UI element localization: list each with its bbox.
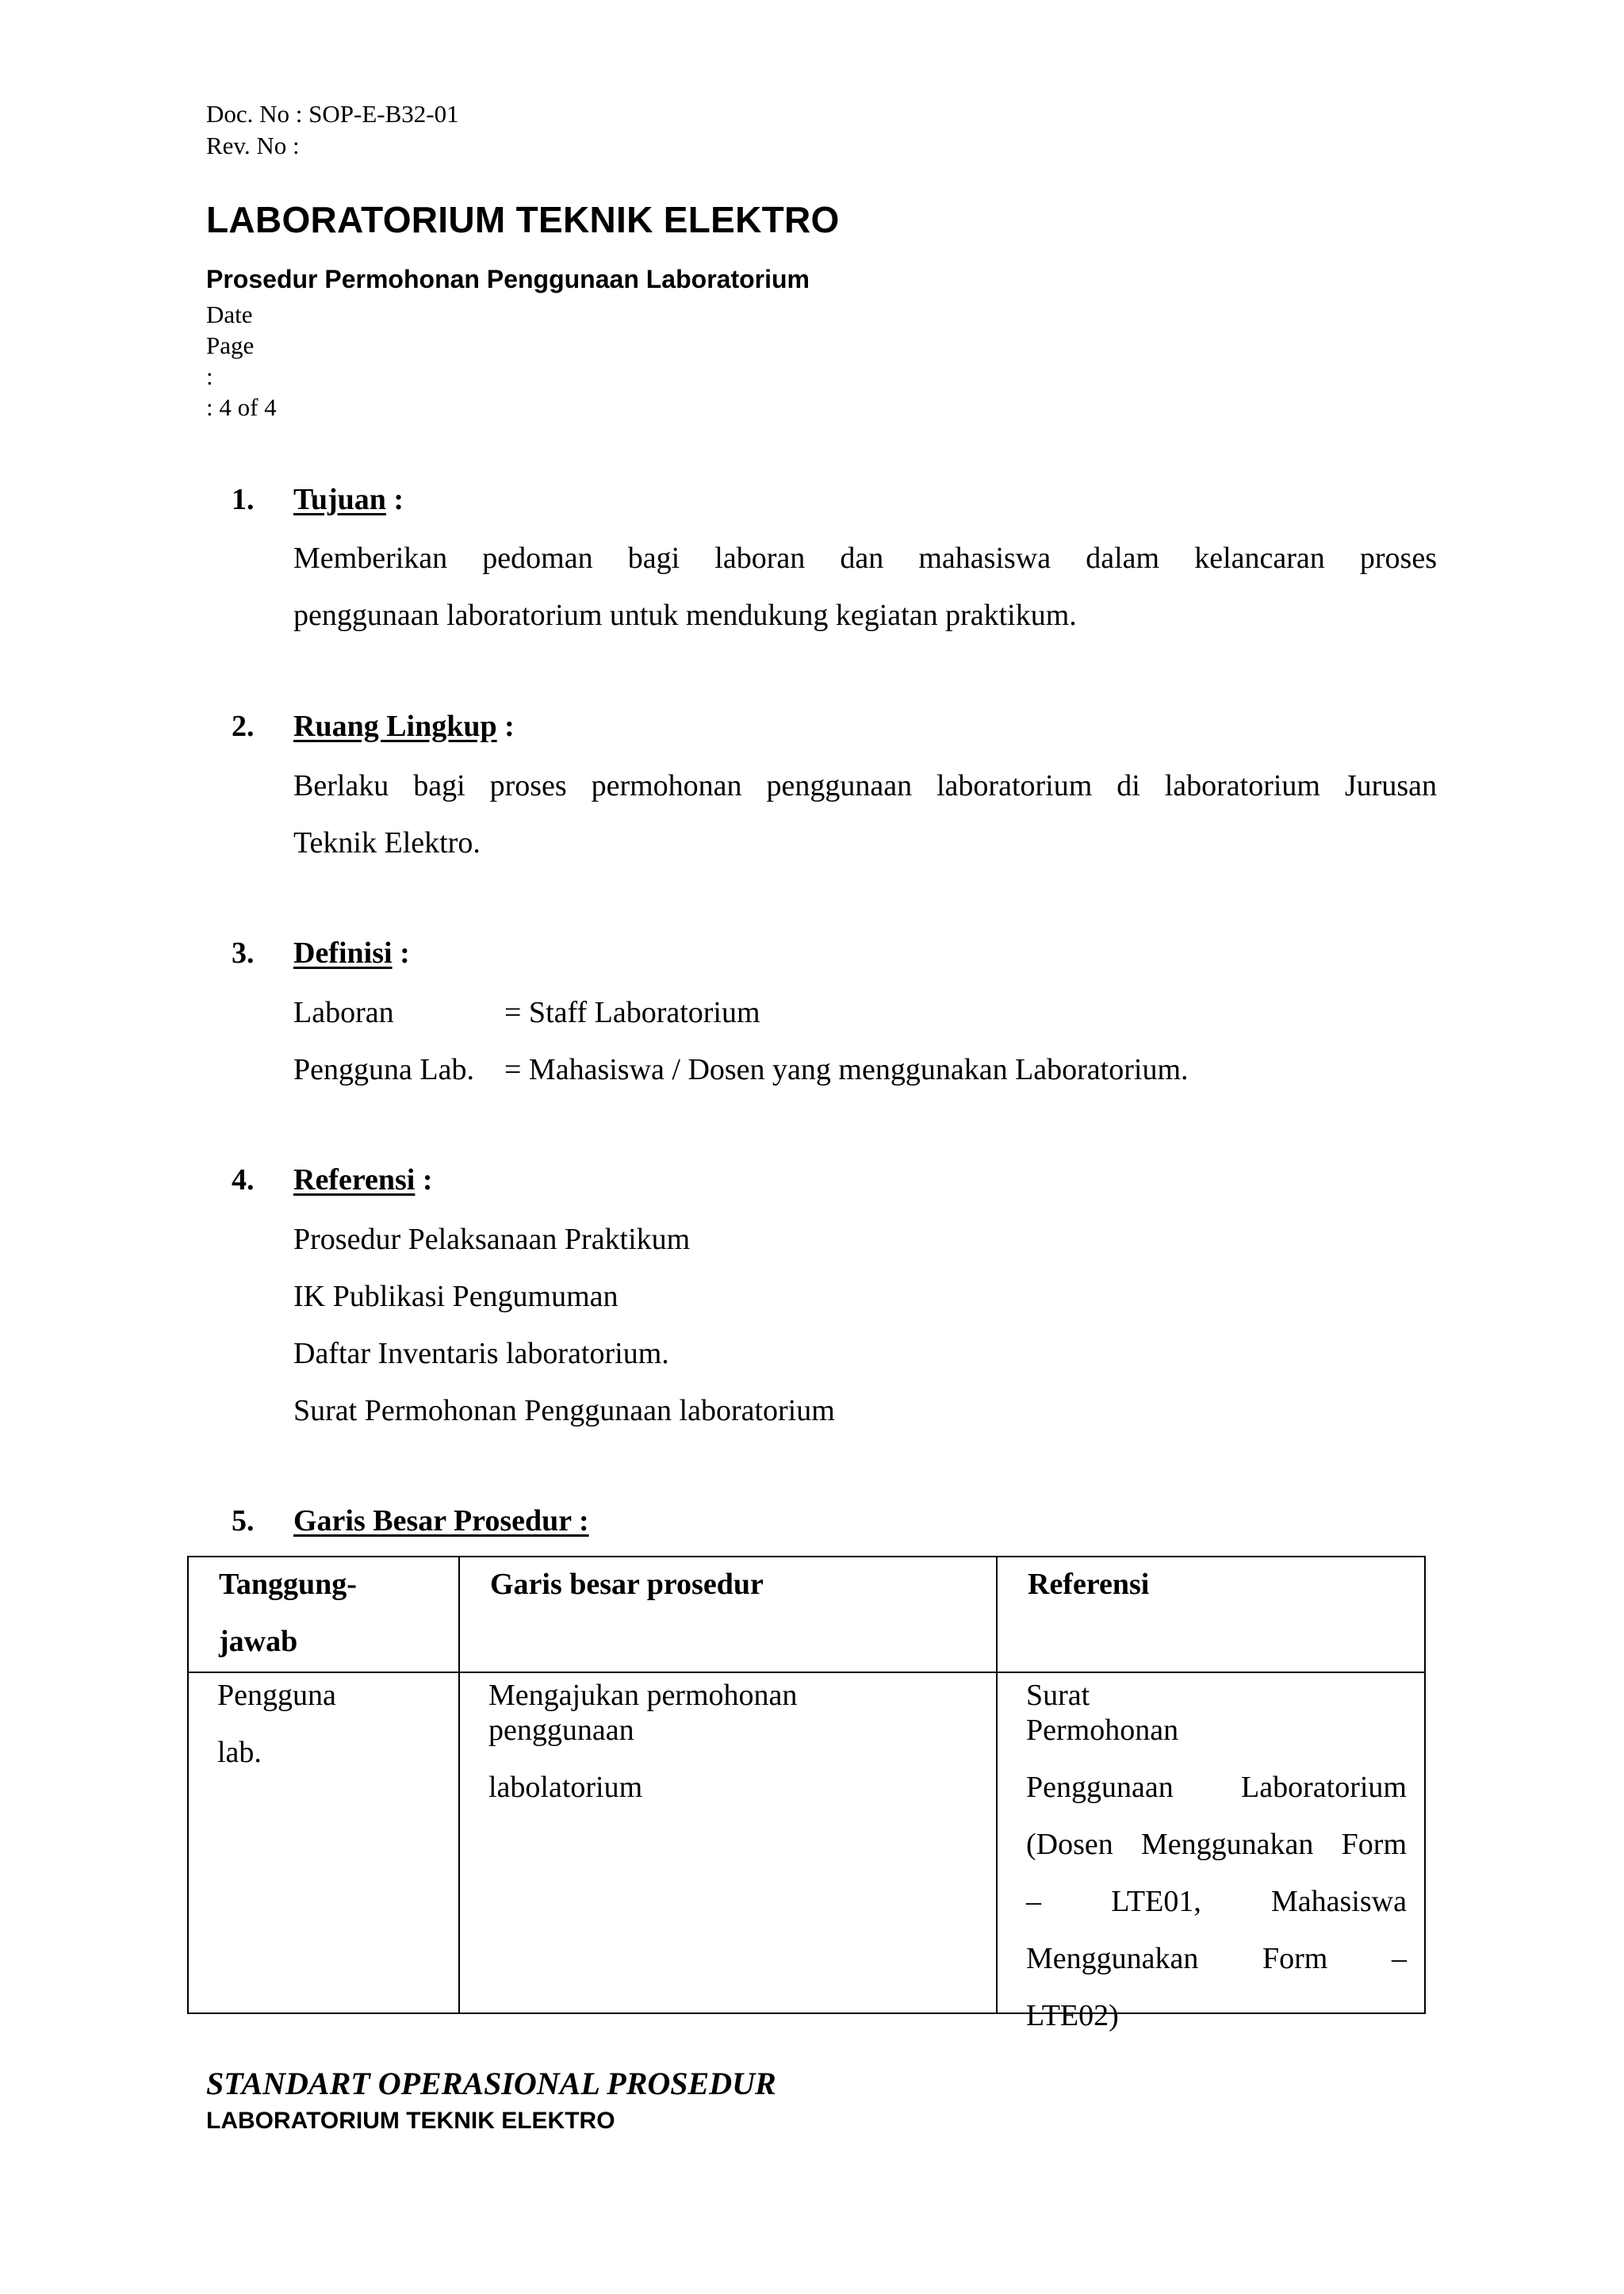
- date-label: Date: [206, 301, 253, 328]
- row1-reference-line: Permohonan: [1026, 1714, 1179, 1747]
- header-cell-responsibility: [188, 1557, 459, 1672]
- definition-meaning-pengguna: = Mahasiswa / Dosen yang menggunakan Laboratorium.: [504, 1053, 1189, 1086]
- header-reference: Referensi: [1028, 1568, 1150, 1601]
- header-responsibility-line-2: jawab: [219, 1625, 298, 1658]
- revision-number: Rev. No :: [206, 132, 300, 159]
- row1-responsibility-line-2: lab.: [217, 1736, 262, 1769]
- row1-procedure-line-2: penggunaan: [488, 1714, 634, 1747]
- section-2-number: 2.: [232, 710, 255, 743]
- row1-reference-line: Penggunaan Laboratorium: [1026, 1771, 1407, 1804]
- header-cell-procedure: [459, 1557, 997, 1672]
- footer-sop-title: STANDART OPERASIONAL PROSEDUR: [206, 2066, 776, 2101]
- procedure-title: Prosedur Permohonan Penggunaan Laboratorium: [206, 265, 810, 293]
- section-2-line-2: Teknik Elektro.: [293, 826, 481, 860]
- doc-number: Doc. No : SOP-E-B32-01: [206, 100, 459, 128]
- reference-item: Prosedur Pelaksanaan Praktikum: [293, 1223, 691, 1256]
- definition-term-pengguna: Pengguna Lab.: [293, 1053, 474, 1086]
- lab-title: LABORATORIUM TEKNIK ELEKTRO: [206, 199, 840, 240]
- row1-reference-line: (Dosen Menggunakan Form: [1026, 1828, 1407, 1861]
- section-2-line-1: Berlaku bagi proses permohonan penggunaan laboratorium di laboratorium Jurusan: [293, 769, 1437, 802]
- section-5-number: 5.: [232, 1504, 255, 1538]
- footer-lab-name: LABORATORIUM TEKNIK ELEKTRO: [206, 2108, 615, 2134]
- row1-procedure-cell: [459, 1672, 997, 2013]
- section-3-colon: :: [392, 936, 410, 970]
- section-4-title: Referensi: [293, 1163, 416, 1197]
- reference-item: Daftar Inventaris laboratorium.: [293, 1337, 669, 1370]
- row1-reference-line: – LTE01, Mahasiswa: [1026, 1885, 1407, 1918]
- row1-reference-line: LTE02): [1026, 1999, 1119, 2032]
- section-3-heading: [293, 936, 410, 971]
- row1-procedure-line-3: labolatorium: [488, 1771, 643, 1804]
- section-1-number: 1.: [232, 483, 255, 516]
- section-2-colon: :: [496, 710, 515, 743]
- section-2-title: Ruang Lingkup: [293, 710, 497, 743]
- colon-marker: :: [206, 362, 213, 390]
- section-4-number: 4.: [232, 1163, 255, 1197]
- header-procedure: Garis besar prosedur: [490, 1568, 764, 1601]
- page-label: Page: [206, 331, 255, 359]
- section-1-line-2: penggunaan laboratorium untuk mendukung kegiatan praktikum.: [293, 599, 1077, 632]
- page-value: : 4 of 4: [206, 393, 277, 421]
- row1-responsibility-line-1: Pengguna: [217, 1679, 336, 1712]
- procedure-table: [187, 1556, 1426, 2032]
- section-4-colon: :: [415, 1163, 433, 1197]
- section-1-line-1: Memberikan pedoman bagi laboran dan mahasiswa dalam kelancaran proses: [293, 542, 1437, 575]
- definition-meaning-laboran: = Staff Laboratorium: [504, 996, 760, 1029]
- section-5-heading: [293, 1503, 589, 1538]
- table-row: [188, 1672, 1425, 2013]
- header-cell-reference: [997, 1557, 1425, 1672]
- reference-item: Surat Permohonan Penggunaan laboratorium: [293, 1394, 835, 1427]
- row1-reference-line: Menggunakan Form –: [1026, 1942, 1407, 1975]
- row1-procedure-line-1: Mengajukan permohonan: [488, 1679, 798, 1712]
- section-1-heading: [293, 482, 404, 517]
- definition-term-laboran: Laboran: [293, 996, 394, 1029]
- row1-responsibility-cell: [188, 1672, 459, 2013]
- row1-reference-cell: [997, 1672, 1425, 2032]
- section-5-title: Garis Besar Prosedur :: [293, 1504, 589, 1538]
- row1-reference-line: Surat: [1026, 1679, 1090, 1712]
- table-header-row: [188, 1557, 1425, 1672]
- section-4-heading: [293, 1162, 433, 1197]
- section-1-colon: :: [385, 483, 404, 516]
- reference-item: IK Publikasi Pengumuman: [293, 1280, 619, 1313]
- section-1-title: Tujuan: [293, 483, 386, 516]
- section-3-number: 3.: [232, 936, 255, 970]
- section-2-heading: [293, 709, 515, 744]
- section-3-title: Definisi: [293, 936, 393, 970]
- header-responsibility-line-1: Tanggung-: [219, 1568, 357, 1601]
